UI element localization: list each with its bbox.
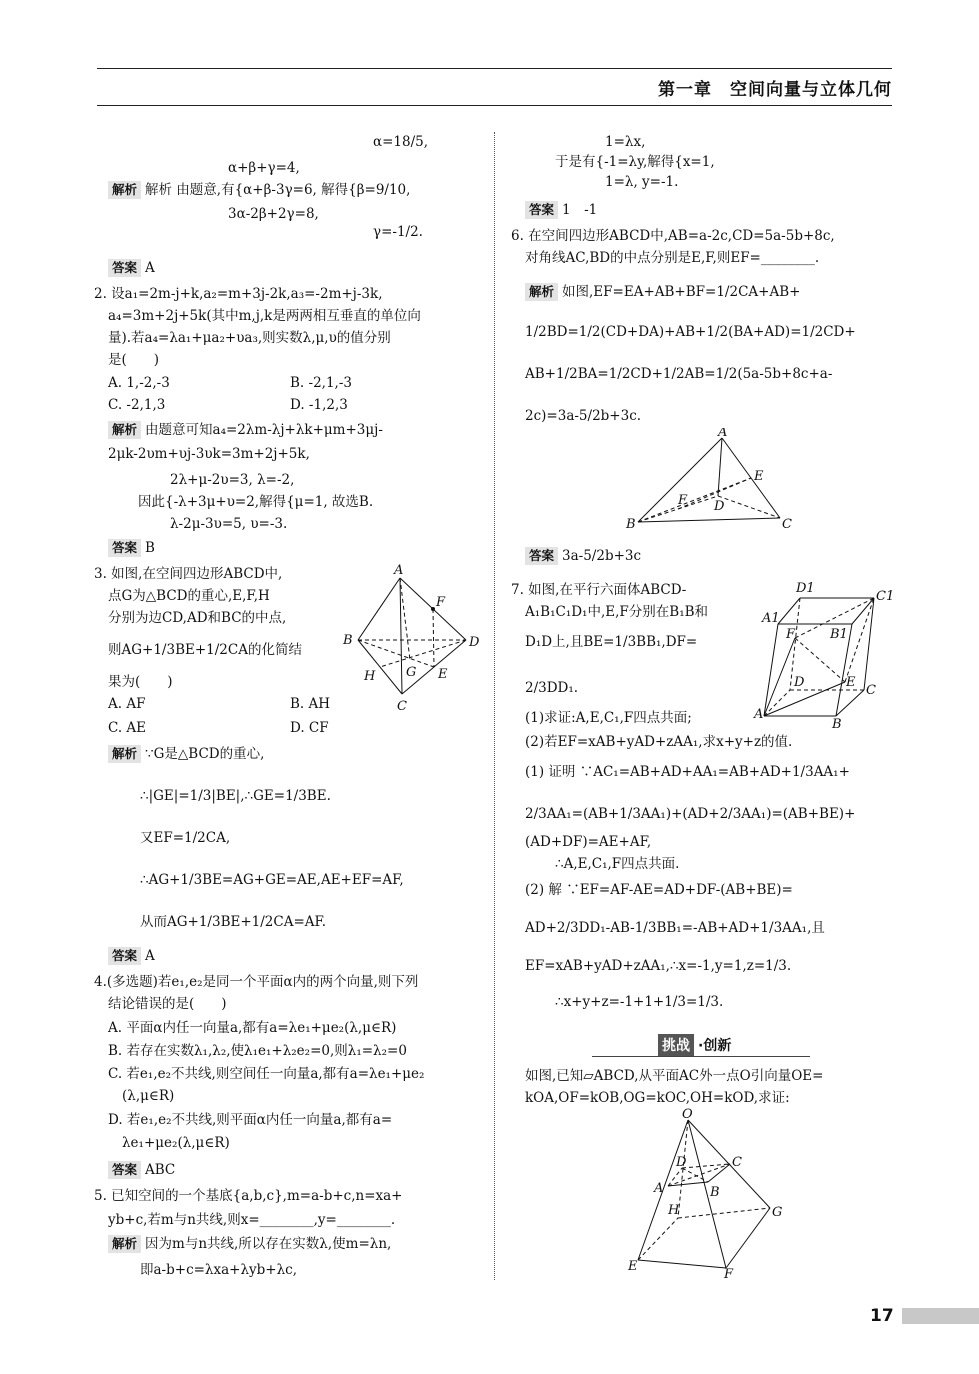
q4-line: 结论错误的是( ) [108, 996, 227, 1012]
q3-line: 分别为边CD,AD和BC的中点, [108, 610, 287, 626]
q7-proof: (1) 证明 ∵AC₁=AB+AD+AA₁=AB+AD+1/3AA₁+ [525, 764, 850, 780]
q7-line: (1)求证:A,E,C₁,F四点共面; [525, 710, 692, 726]
q2-line: 是( ) [108, 352, 160, 368]
option: D. CF [290, 720, 329, 736]
answer-value: B [145, 540, 155, 556]
q2-analysis: 2μk-2υm+υj-3υk=3m+2j+5k, [108, 446, 310, 462]
figure-label: G [772, 1205, 783, 1220]
analysis-label: 解析 [108, 421, 141, 439]
figure-label: F [436, 595, 446, 610]
figure-label: C [732, 1155, 742, 1170]
option: C. -2,1,3 [108, 397, 166, 413]
q1-line: α=18/5, [373, 134, 429, 150]
figure-label: G [406, 665, 417, 680]
q5-cont: 于是有{-1=λy,解得{x=1, [555, 154, 715, 170]
q6-answer [525, 546, 641, 566]
figure-label: A [394, 563, 404, 578]
q7-proof: ∴x+y+z=-1+1+1/3=1/3. [555, 994, 724, 1010]
q7-line: D₁D上,且BE=1/3BB₁,DF= [525, 634, 698, 650]
figure-label: B [343, 633, 353, 648]
q5-answer [525, 200, 597, 220]
figure-label: C [866, 683, 876, 698]
q2-line: 2. 设a₁=2m-j+k,a₂=m+3j-2k,a₃=-2m+j-3k, [94, 286, 383, 302]
q6-analysis: AB+1/2BA=1/2CD+1/2AB=1/2(5a-5b+8c+a- [525, 366, 833, 382]
q7-proof: 2/3AA₁=(AB+1/3AA₁)+(AD+2/3AA₁)=(AB+BE)+ [525, 806, 856, 822]
q1-line [108, 180, 410, 200]
q3-analysis: ∴AG+1/3BE=AG+GE=AE,AE+EF=AF, [140, 872, 404, 888]
answer-label: 答案 [108, 259, 141, 277]
analysis-text: ∵G是△BCD的重心, [145, 746, 265, 762]
figure-label: A1 [762, 611, 780, 626]
q5-line: yb+c,若m与n共线,则x=________,y=________. [108, 1212, 396, 1228]
option: B. -2,1,-3 [290, 375, 352, 391]
figure-label: C [782, 517, 792, 532]
page-header [97, 68, 892, 106]
q3-analysis: 又EF=1/2CA, [140, 830, 231, 846]
q7-proof: AD+2/3DD₁-AB-1/3BB₁=-AB+AD+1/3AA₁,且 [525, 920, 825, 936]
tetrahedron-figure-q3 [338, 560, 488, 724]
chapter-title: 第一章 空间向量与立体几何 [658, 80, 892, 100]
figure-label: F [678, 493, 688, 508]
q6-line: 对角线AC,BD的中点分别是E,F,则EF=________. [525, 250, 820, 266]
q3-line: 3. 如图,在空间四边形ABCD中, [94, 566, 283, 582]
figure-label: D [714, 499, 725, 514]
option: λe₁+μe₂(λ,μ∈R) [122, 1135, 230, 1151]
q2-line: 量).若a₄=λa₁+μa₂+υa₃,则实数λ,μ,υ的值分别 [108, 330, 391, 346]
option: A. 平面α内任一向量a,都有a=λe₁+μe₂(λ,μ∈R) [108, 1020, 397, 1036]
figure-label: D [794, 675, 805, 690]
q7-line: (2)若EF=xAB+yAD+zAA₁,求x+y+z的值. [525, 734, 793, 750]
q3-analysis: ∴|GE|=1/3|BE|,∴GE=1/3BE. [140, 788, 331, 804]
option: A. 1,-2,-3 [108, 375, 170, 391]
q5-cont: 1=λx, [605, 134, 646, 150]
figure-label: E [628, 1259, 638, 1274]
figure-label: E [846, 675, 856, 690]
option: C. 若e₁,e₂不共线,则空间任一向量a,都有a=λe₁+μe₂ [108, 1066, 425, 1082]
figure-label: B1 [830, 627, 848, 642]
q6-line: 6. 在空间四边形ABCD中,AB=a-2c,CD=5a-5b+8c, [511, 228, 835, 244]
analysis-text: 因为m与n共线,所以存在实数λ,使m=λn, [145, 1236, 392, 1252]
analysis-text: 由题意可知a₄=2λm-λj+λk+μm+3μj- [145, 422, 383, 438]
parallelepiped-figure [752, 578, 897, 734]
answer-value: A [145, 260, 155, 276]
answer-label: 答案 [108, 1161, 141, 1179]
q5-analysis: 即a-b+c=λxa+λyb+λc, [140, 1262, 298, 1278]
q7-line: A₁B₁C₁D₁中,E,F分别在B₁B和 [525, 604, 709, 620]
figure-label: H [364, 669, 376, 684]
figure-label: A [718, 428, 728, 440]
answer-value: ABC [145, 1162, 176, 1178]
q2-answer [108, 538, 155, 558]
page-number: 17 [870, 1306, 894, 1326]
answer-label: 答案 [525, 201, 558, 219]
option: D. -1,2,3 [290, 397, 348, 413]
q3-analysis: 从而AG+1/3BE+1/2CA=AF. [140, 914, 327, 930]
figure-label: O [682, 1108, 693, 1122]
q4-line: 4.(多选题)若e₁,e₂是同一个平面α内的两个向量,则下列 [94, 974, 419, 990]
figure-label: D [469, 635, 480, 650]
q2-line: a₄=3m+2j+5k(其中m,j,k是两两相互垂直的单位向 [108, 308, 421, 324]
analysis-label: 解析 [525, 283, 558, 301]
q5-cont: 1=λ, y=-1. [605, 174, 679, 190]
figure-label: D [676, 1155, 687, 1170]
q7-proof: (2) 解 ∵EF=AF-AE=AD+DF-(AB+BE)= [525, 882, 793, 898]
challenge-section-header [592, 1034, 810, 1057]
q3-analysis [108, 744, 264, 764]
figure-label: F [786, 627, 796, 642]
q4-answer [108, 1160, 175, 1180]
q7-line: 7. 如图,在平行六面体ABCD- [511, 582, 687, 598]
figure-label: F [724, 1267, 734, 1280]
q2-analysis: 因此{-λ+3μ+υ=2,解得{μ=1, 故选B. [138, 494, 374, 510]
q1-text: 解析 由题意,有{α+β-3γ=6, 解得{β=9/10, [145, 182, 411, 198]
option: B. 若存在实数λ₁,λ₂,使λ₁e₁+λ₂e₂=0,则λ₁=λ₂=0 [108, 1043, 407, 1059]
option: D. 若e₁,e₂不共线,则平面α内任一向量a,都有a= [108, 1112, 393, 1128]
figure-label: B [710, 1185, 720, 1200]
figure-label: D1 [796, 581, 815, 596]
answer-value: 1 -1 [562, 202, 598, 218]
q1-line: 3α-2β+2γ=8, [228, 206, 319, 222]
option: C. AE [108, 720, 147, 736]
analysis-label: 解析 [108, 181, 141, 199]
answer-value: 3a-5/2b+3c [562, 548, 642, 564]
answer-label: 答案 [108, 947, 141, 965]
option: B. AH [290, 696, 331, 712]
figure-label: A [754, 707, 764, 722]
q7-proof: EF=xAB+yAD+zAA₁,∴x=-1,y=1,z=1/3. [525, 958, 792, 974]
challenge-tag: 挑战 [658, 1034, 694, 1056]
answer-label: 答案 [525, 547, 558, 565]
figure-label: B [832, 717, 842, 730]
tetrahedron-figure-q6 [622, 428, 797, 540]
q2-analysis: 2λ+μ-2υ=3, λ=-2, [170, 472, 295, 488]
q6-analysis: 1/2BD=1/2(CD+DA)+AB+1/2(BA+AD)=1/2CD+ [525, 324, 856, 340]
analysis-label: 解析 [108, 1235, 141, 1253]
column-divider [494, 132, 495, 1280]
figure-label: H [668, 1203, 680, 1218]
q1-answer [108, 258, 155, 278]
q5-line: 5. 已知空间的一个基底{a,b,c},m=a-b+c,n=xa+ [94, 1188, 403, 1204]
figure-label: E [438, 667, 448, 682]
q7-proof: (AD+DF)=AE+AF, [525, 834, 652, 850]
figure-label: C1 [876, 589, 895, 604]
figure-label: E [754, 469, 764, 484]
challenge-text: 如图,已知▱ABCD,从平面AC外一点O引向量OE= [525, 1068, 824, 1084]
analysis-text: 如图,EF=EA+AB+BF=1/2CA+AB+ [562, 284, 801, 300]
q3-line: 果为( ) [108, 674, 173, 690]
option: A. AF [108, 696, 146, 712]
page-number-bar [902, 1308, 979, 1324]
option: (λ,μ∈R) [122, 1088, 175, 1104]
analysis-label: 解析 [108, 745, 141, 763]
q3-line: 则AG+1/3BE+1/2CA的化简结 [108, 642, 302, 658]
q3-line: 点G为△BCD的重心,E,F,H [108, 588, 270, 604]
q1-line: α+β+γ=4, [228, 160, 300, 176]
challenge-text: kOA,OF=kOB,OG=kOC,OH=kOD,求证: [525, 1090, 790, 1106]
q5-analysis [108, 1234, 391, 1254]
q7-line: 2/3DD₁. [525, 680, 579, 696]
answer-value: A [145, 948, 155, 964]
q2-analysis: λ-2μ-3υ=5, υ=-3. [170, 516, 288, 532]
q3-answer [108, 946, 155, 966]
pyramid-figure [624, 1108, 794, 1284]
q2-analysis [108, 420, 383, 440]
challenge-title: ·创新 [698, 1038, 732, 1054]
answer-label: 答案 [108, 539, 141, 557]
q6-analysis [525, 282, 800, 302]
q7-proof: ∴A,E,C₁,F四点共面. [555, 856, 680, 872]
q1-line: γ=-1/2. [373, 224, 423, 240]
figure-label: B [626, 517, 636, 532]
figure-label: C [397, 699, 407, 714]
q6-analysis: 2c)=3a-5/2b+3c. [525, 408, 642, 424]
figure-label: A [654, 1181, 664, 1196]
